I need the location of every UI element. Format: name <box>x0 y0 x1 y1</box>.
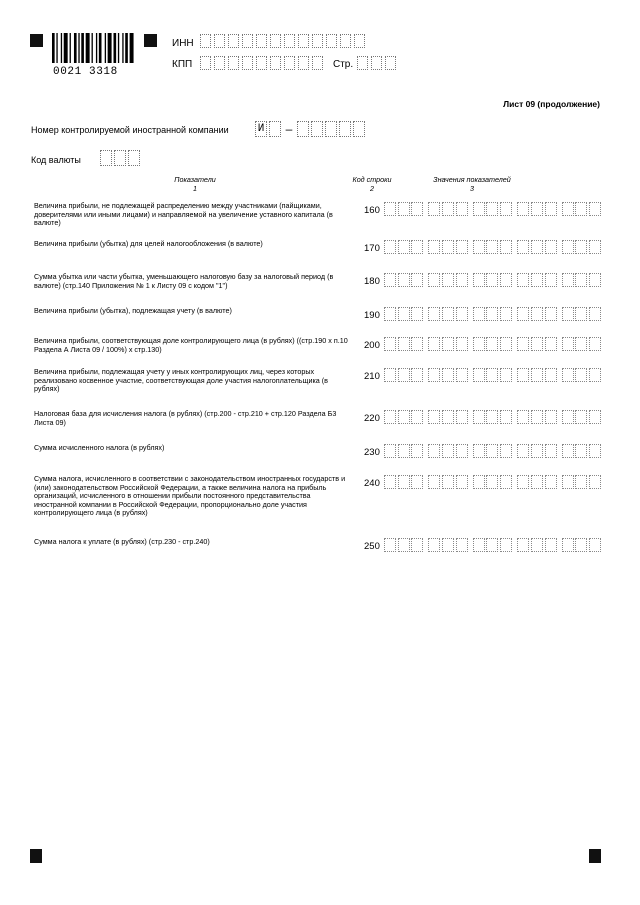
value-cell[interactable] <box>486 368 498 382</box>
value-cell[interactable] <box>411 307 423 321</box>
value-cell[interactable] <box>486 307 498 321</box>
company-dash-cell: – <box>285 122 293 136</box>
value-cell[interactable] <box>531 538 543 552</box>
row-label: Сумма налога к уплате (в рублях) (стр.230 - стр.240) <box>34 537 210 546</box>
page-number-field[interactable] <box>357 56 399 70</box>
value-cell[interactable] <box>575 475 587 489</box>
barcode-bar <box>108 33 112 63</box>
barcode-bar <box>78 33 79 63</box>
barcode-bar <box>96 33 97 63</box>
row-label: Величина прибыли, подлежащая учету у иных контролирующих лиц, через которых реализовано косвенное участие, соответствующая доле участия налогоплательщика (в рублях) <box>34 367 328 394</box>
kpp-cell[interactable] <box>298 56 309 70</box>
row-code: 240 <box>364 478 380 489</box>
company-prefix-cell: И <box>255 121 267 137</box>
value-cell[interactable] <box>517 240 529 254</box>
barcode-bar <box>118 33 119 63</box>
value-cell[interactable] <box>428 202 440 216</box>
value-cell[interactable] <box>384 240 396 254</box>
value-cell[interactable] <box>428 538 440 552</box>
value-cell[interactable] <box>589 538 601 552</box>
value-cell[interactable] <box>562 444 574 458</box>
value-cell[interactable] <box>589 444 601 458</box>
value-cell[interactable] <box>384 444 396 458</box>
value-cell[interactable] <box>589 202 601 216</box>
value-cell[interactable] <box>545 368 557 382</box>
value-cell[interactable] <box>473 240 485 254</box>
row-code: 170 <box>364 243 380 254</box>
barcode-bar <box>125 33 128 63</box>
kpp-cell[interactable] <box>214 56 225 70</box>
value-cell[interactable] <box>575 538 587 552</box>
value-cell[interactable] <box>398 202 410 216</box>
company-number-field[interactable] <box>255 121 367 137</box>
company-cell[interactable] <box>269 121 281 137</box>
barcode-bar <box>130 33 134 63</box>
inn-cell[interactable] <box>312 34 323 48</box>
value-cell[interactable] <box>575 368 587 382</box>
value-field[interactable] <box>384 273 603 287</box>
inn-field[interactable] <box>200 34 368 48</box>
barcode <box>52 33 134 69</box>
row-code: 210 <box>364 371 380 382</box>
value-field[interactable] <box>384 368 603 382</box>
registration-marker-bottom-left <box>30 849 42 863</box>
value-field[interactable] <box>384 444 603 458</box>
value-cell[interactable] <box>486 410 498 424</box>
value-cell[interactable] <box>531 368 543 382</box>
currency-cell[interactable] <box>128 150 140 166</box>
barcode-bar <box>92 33 93 63</box>
value-cell[interactable] <box>442 475 454 489</box>
value-cell[interactable] <box>473 475 485 489</box>
value-cell[interactable] <box>442 240 454 254</box>
row-code: 180 <box>364 276 380 287</box>
value-cell[interactable] <box>531 273 543 287</box>
value-cell[interactable] <box>531 337 543 351</box>
company-cell[interactable] <box>339 121 351 137</box>
registration-marker-top-left <box>30 34 43 47</box>
row-label: Величина прибыли, соответствующая доле контролирующего лица (в рублях) ((стр.190 х п.10 Раздела А Листа 09 / 100%) х стр.130) <box>34 336 348 354</box>
value-cell[interactable] <box>531 475 543 489</box>
inn-cell[interactable] <box>200 34 211 48</box>
value-cell[interactable] <box>411 368 423 382</box>
value-field[interactable] <box>384 475 603 489</box>
value-cell[interactable] <box>575 337 587 351</box>
inn-cell[interactable] <box>284 34 295 48</box>
value-cell[interactable] <box>486 538 498 552</box>
kpp-cell[interactable] <box>270 56 281 70</box>
value-cell[interactable] <box>500 240 512 254</box>
kpp-cell[interactable] <box>312 56 323 70</box>
value-cell[interactable] <box>500 368 512 382</box>
value-field[interactable] <box>384 202 603 216</box>
value-cell[interactable] <box>473 444 485 458</box>
page-cell[interactable] <box>371 56 382 70</box>
inn-cell[interactable] <box>256 34 267 48</box>
value-cell[interactable] <box>442 410 454 424</box>
inn-cell[interactable] <box>298 34 309 48</box>
company-cell[interactable] <box>311 121 323 137</box>
value-cell[interactable] <box>517 273 529 287</box>
value-cell[interactable] <box>562 337 574 351</box>
value-cell[interactable] <box>456 202 468 216</box>
value-cell[interactable] <box>589 273 601 287</box>
value-cell[interactable] <box>384 538 396 552</box>
barcode-bar <box>99 33 102 63</box>
value-cell[interactable] <box>486 337 498 351</box>
value-cell[interactable] <box>456 307 468 321</box>
inn-cell[interactable] <box>326 34 337 48</box>
value-cell[interactable] <box>411 273 423 287</box>
value-cell[interactable] <box>456 410 468 424</box>
value-cell[interactable] <box>562 475 574 489</box>
value-cell[interactable] <box>384 202 396 216</box>
value-cell[interactable] <box>486 273 498 287</box>
row-label: Сумма убытка или части убытка, уменьшающего налоговую базу за налоговый период (в валюте) (стр.140 Приложения № 1 к Листу 09 с кодом "1") <box>34 272 334 290</box>
barcode-bar <box>64 33 68 63</box>
value-cell[interactable] <box>456 368 468 382</box>
registration-marker-bottom-right <box>589 849 601 863</box>
value-cell[interactable] <box>517 368 529 382</box>
company-cell[interactable] <box>297 121 309 137</box>
value-cell[interactable] <box>545 444 557 458</box>
value-cell[interactable] <box>531 202 543 216</box>
company-cell[interactable] <box>325 121 337 137</box>
value-cell[interactable] <box>562 202 574 216</box>
value-cell[interactable] <box>575 202 587 216</box>
value-cell[interactable] <box>473 538 485 552</box>
value-cell[interactable] <box>486 475 498 489</box>
row-code: 160 <box>364 205 380 216</box>
value-cell[interactable] <box>562 538 574 552</box>
value-cell[interactable] <box>442 538 454 552</box>
value-cell[interactable] <box>411 538 423 552</box>
value-cell[interactable] <box>545 307 557 321</box>
value-cell[interactable] <box>428 444 440 458</box>
barcode-number: 0021 3318 <box>53 66 118 78</box>
currency-cell[interactable] <box>100 150 112 166</box>
value-cell[interactable] <box>398 368 410 382</box>
value-cell[interactable] <box>562 410 574 424</box>
value-cell[interactable] <box>456 538 468 552</box>
value-cell[interactable] <box>442 368 454 382</box>
row-code: 200 <box>364 340 380 351</box>
value-cell[interactable] <box>500 538 512 552</box>
row-label: Величина прибыли (убытка), подлежащая учету (в валюте) <box>34 306 232 315</box>
value-cell[interactable] <box>545 475 557 489</box>
row-label: Сумма налога, исчисленного в соответствии с законодательством иностранных государств и (или) законодательством Российской Федерации, а также величина налога на прибыль организаций, исчисленного в отношении прибыли постоянного представительства иностранной компании в Российской Федерации, пропорционально доле участия контролирующего лица (в рублях) <box>34 474 346 518</box>
value-cell[interactable] <box>442 202 454 216</box>
inn-cell[interactable] <box>354 34 365 48</box>
value-cell[interactable] <box>411 202 423 216</box>
row-code: 250 <box>364 541 380 552</box>
kpp-cell[interactable] <box>256 56 267 70</box>
value-cell[interactable] <box>517 410 529 424</box>
value-cell[interactable] <box>428 273 440 287</box>
value-cell[interactable] <box>517 307 529 321</box>
value-cell[interactable] <box>545 273 557 287</box>
value-cell[interactable] <box>589 410 601 424</box>
value-cell[interactable] <box>411 475 423 489</box>
barcode-bar <box>86 33 90 63</box>
value-cell[interactable] <box>398 538 410 552</box>
value-cell[interactable] <box>428 240 440 254</box>
value-cell[interactable] <box>384 337 396 351</box>
value-cell[interactable] <box>486 202 498 216</box>
value-cell[interactable] <box>411 444 423 458</box>
value-cell[interactable] <box>411 337 423 351</box>
value-cell[interactable] <box>486 240 498 254</box>
value-field[interactable] <box>384 337 603 351</box>
column-header-indicators: Показатели 1 <box>174 175 216 193</box>
value-cell[interactable] <box>575 307 587 321</box>
barcode-bar <box>70 33 71 63</box>
value-cell[interactable] <box>589 475 601 489</box>
value-cell[interactable] <box>562 368 574 382</box>
value-cell[interactable] <box>500 273 512 287</box>
column-header-values: Значения показателей 3 <box>433 175 511 193</box>
value-cell[interactable] <box>473 273 485 287</box>
value-cell[interactable] <box>456 475 468 489</box>
value-cell[interactable] <box>500 444 512 458</box>
value-cell[interactable] <box>531 444 543 458</box>
value-cell[interactable] <box>428 368 440 382</box>
value-cell[interactable] <box>398 273 410 287</box>
value-cell[interactable] <box>442 273 454 287</box>
kpp-cell[interactable] <box>200 56 211 70</box>
inn-cell[interactable] <box>228 34 239 48</box>
row-code: 190 <box>364 310 380 321</box>
barcode-bar <box>114 33 117 63</box>
row-code: 230 <box>364 447 380 458</box>
inn-cell[interactable] <box>270 34 281 48</box>
barcode-bar <box>56 33 57 63</box>
value-cell[interactable] <box>517 538 529 552</box>
company-number-label: Номер контролируемой иностранной компании <box>31 125 229 135</box>
inn-cell[interactable] <box>340 34 351 48</box>
value-cell[interactable] <box>531 240 543 254</box>
barcode-bar <box>122 33 123 63</box>
value-cell[interactable] <box>411 410 423 424</box>
value-cell[interactable] <box>442 307 454 321</box>
value-cell[interactable] <box>589 307 601 321</box>
value-cell[interactable] <box>456 273 468 287</box>
value-cell[interactable] <box>545 202 557 216</box>
value-cell[interactable] <box>575 240 587 254</box>
barcode-bar <box>74 33 77 63</box>
value-cell[interactable] <box>545 337 557 351</box>
value-cell[interactable] <box>562 273 574 287</box>
column-header-code: Код строки 2 <box>352 175 392 193</box>
value-cell[interactable] <box>589 337 601 351</box>
value-cell[interactable] <box>456 240 468 254</box>
value-cell[interactable] <box>442 337 454 351</box>
value-cell[interactable] <box>575 273 587 287</box>
registration-marker-top-right <box>144 34 157 47</box>
page-cell[interactable] <box>357 56 368 70</box>
value-cell[interactable] <box>500 202 512 216</box>
page-cell[interactable] <box>385 56 396 70</box>
kpp-cell[interactable] <box>228 56 239 70</box>
barcode-bar <box>81 33 84 63</box>
page-label: Стр. <box>333 59 354 70</box>
row-label: Сумма исчисленного налога (в рублях) <box>34 443 165 452</box>
value-cell[interactable] <box>531 307 543 321</box>
value-cell[interactable] <box>473 337 485 351</box>
value-cell[interactable] <box>398 307 410 321</box>
row-label: Налоговая база для исчисления налога (в рублях) (стр.200 - стр.210 + стр.120 Раздела Б3 Листа 09) <box>34 409 337 427</box>
value-cell[interactable] <box>398 444 410 458</box>
currency-code-label: Код валюты <box>31 155 81 165</box>
value-cell[interactable] <box>384 273 396 287</box>
sheet-title: Лист 09 (продолжение) <box>503 99 600 109</box>
value-cell[interactable] <box>442 444 454 458</box>
value-cell[interactable] <box>428 475 440 489</box>
value-field[interactable] <box>384 538 603 552</box>
value-cell[interactable] <box>473 307 485 321</box>
value-cell[interactable] <box>575 444 587 458</box>
company-cell[interactable] <box>353 121 365 137</box>
value-cell[interactable] <box>500 410 512 424</box>
value-field[interactable] <box>384 307 603 321</box>
barcode-bar <box>52 33 55 63</box>
value-cell[interactable] <box>500 307 512 321</box>
kpp-label: КПП <box>172 59 193 70</box>
value-cell[interactable] <box>589 368 601 382</box>
value-cell[interactable] <box>517 475 529 489</box>
value-cell[interactable] <box>384 307 396 321</box>
value-cell[interactable] <box>456 444 468 458</box>
value-cell[interactable] <box>398 240 410 254</box>
value-cell[interactable] <box>398 475 410 489</box>
kpp-field[interactable] <box>200 56 326 70</box>
barcode-bar <box>61 33 62 63</box>
value-field[interactable] <box>384 410 603 424</box>
value-cell[interactable] <box>545 410 557 424</box>
value-cell[interactable] <box>428 337 440 351</box>
kpp-cell[interactable] <box>284 56 295 70</box>
value-cell[interactable] <box>398 337 410 351</box>
value-cell[interactable] <box>428 410 440 424</box>
row-code: 220 <box>364 413 380 424</box>
row-label: Величина прибыли (убытка) для целей налогообложения (в валюте) <box>34 239 263 248</box>
value-cell[interactable] <box>384 410 396 424</box>
inn-label: ИНН <box>172 38 194 49</box>
inn-cell[interactable] <box>242 34 253 48</box>
value-cell[interactable] <box>411 240 423 254</box>
value-cell[interactable] <box>500 475 512 489</box>
currency-cell[interactable] <box>114 150 126 166</box>
value-cell[interactable] <box>473 410 485 424</box>
value-cell[interactable] <box>473 202 485 216</box>
inn-cell[interactable] <box>214 34 225 48</box>
barcode-bar <box>105 33 106 63</box>
value-cell[interactable] <box>473 368 485 382</box>
value-cell[interactable] <box>545 240 557 254</box>
value-cell[interactable] <box>456 337 468 351</box>
currency-code-field[interactable] <box>100 150 142 166</box>
row-label: Величина прибыли, не подлежащей распределению между участниками (пайщиками, доверителями или иными лицами) и направляемой на увеличение уставного капитала (в валюте) <box>34 201 333 228</box>
value-cell[interactable] <box>428 307 440 321</box>
value-cell[interactable] <box>500 337 512 351</box>
value-field[interactable] <box>384 240 603 254</box>
value-cell[interactable] <box>562 240 574 254</box>
value-cell[interactable] <box>531 410 543 424</box>
value-cell[interactable] <box>384 368 396 382</box>
kpp-cell[interactable] <box>242 56 253 70</box>
value-cell[interactable] <box>589 240 601 254</box>
value-cell[interactable] <box>575 410 587 424</box>
value-cell[interactable] <box>562 307 574 321</box>
value-cell[interactable] <box>517 444 529 458</box>
value-cell[interactable] <box>517 202 529 216</box>
value-cell[interactable] <box>384 475 396 489</box>
value-cell[interactable] <box>486 444 498 458</box>
value-cell[interactable] <box>398 410 410 424</box>
value-cell[interactable] <box>545 538 557 552</box>
value-cell[interactable] <box>517 337 529 351</box>
